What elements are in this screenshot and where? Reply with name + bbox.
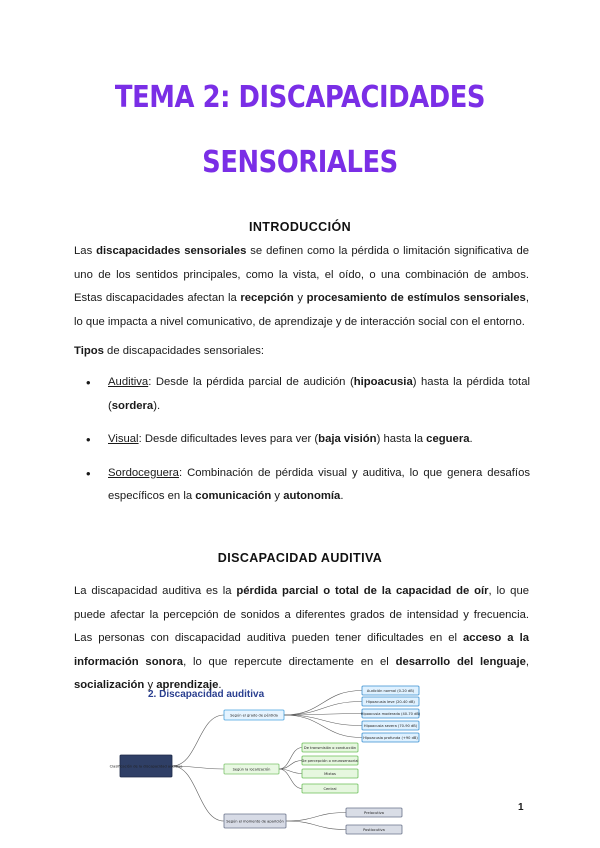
diagram-connector [284, 715, 362, 738]
diagram-connector [284, 715, 362, 726]
section-heading-introduccion: INTRODUCCIÓN [248, 220, 352, 234]
diagram-leaf-node [362, 697, 419, 706]
svg-text:Hipoacusia profunda (+90 dB): Hipoacusia profunda (+90 dB) [363, 735, 418, 740]
diagram-leaf-node [362, 686, 419, 695]
svg-text:Según el grado de pérdida: Según el grado de pérdida [230, 713, 278, 718]
diagram-connector [284, 702, 362, 716]
diagram-connector [172, 715, 224, 766]
diagram-leaf-node [362, 733, 419, 742]
diagram-leaf-node [346, 825, 402, 834]
diagram-leaf-node [302, 756, 359, 765]
diagram-root-node [110, 755, 183, 777]
diagram-title: 2. Discapacidad auditiva [148, 689, 265, 700]
svg-text:Postlocutiva: Postlocutiva [363, 827, 385, 832]
svg-text:Prelocutiva: Prelocutiva [364, 810, 384, 815]
diagram-leaf-node [346, 808, 402, 817]
page-title-line-2: SENSORIALES [202, 145, 398, 180]
diagram-branch-node [224, 764, 279, 774]
diagram-connector [279, 748, 302, 770]
types-list [80, 371, 530, 519]
diagram-connector [279, 761, 302, 770]
diagram-leaf-node [302, 743, 358, 752]
diagram-branch-node [224, 710, 284, 720]
classification-diagram [109, 683, 428, 843]
diagram-connector [279, 769, 302, 789]
diagram-leaf-node [361, 709, 421, 718]
diagram-branch-node [224, 814, 286, 828]
auditiva-paragraph: La discapacidad auditiva es la pérdida parcial o total de la capacidad de oír, lo que puede afectar la percepción de sonidos a diferentes grados de intensidad y frecuencia. Las personas con discapacidad auditiva pueden tener dificultades en el acceso a la información sonora, lo que repercute directamente en el desarrollo del lenguaje, socialización y aprendizaje. [74, 585, 530, 691]
diagram-connector [286, 813, 346, 822]
svg-text:Central: Central [323, 786, 337, 791]
page-title-line-1: TEMA 2: DISCAPACIDADES [114, 80, 486, 115]
svg-text:Hipoacusia severa (70-90 dB): Hipoacusia severa (70-90 dB) [363, 723, 418, 728]
svg-text:Mixtas: Mixtas [324, 771, 336, 776]
svg-text:Hipoacusia moderada (40-70 dB): Hipoacusia moderada (40-70 dB) [360, 711, 421, 716]
diagram-connector [286, 821, 346, 830]
svg-text:De transmisión o conducción: De transmisión o conducción [303, 745, 357, 750]
svg-text:Clasificación de la discapacid: Clasificación de la discapacidad auditiva [109, 764, 183, 769]
diagram-connector [172, 766, 224, 821]
diagram-connector [284, 691, 362, 716]
diagram-leaf-node [302, 769, 358, 778]
diagram-leaf-node [302, 784, 358, 793]
list-item-auditiva: • Auditiva: Desde la pérdida parcial de audición (hipoacusia) hasta la pérdida total (sordera). [80, 371, 530, 418]
list-item-sordoceguera: • Sordoceguera: Combinación de pérdida visual y auditiva, lo que genera desafíos específicos en la comunicación y autonomía. [80, 462, 530, 509]
diagram-leaf-node [362, 721, 419, 730]
section-heading-auditiva: DISCAPACIDAD AUDITIVA [217, 551, 383, 565]
page-number: 1 [518, 802, 524, 813]
list-item-visual: • Visual: Desde dificultades leves para ver (baja visión) hasta la ceguera. [80, 428, 530, 452]
svg-text:Según la localización: Según la localización [232, 767, 271, 772]
svg-text:Según el momento de aparición: Según el momento de aparición [226, 819, 284, 824]
svg-text:Audición normal (0-20 dB): Audición normal (0-20 dB) [366, 688, 415, 693]
svg-text:Hipoacusia leve (20-40 dB): Hipoacusia leve (20-40 dB) [366, 699, 415, 704]
svg-text:De percepción o neurosensorial: De percepción o neurosensorial [301, 758, 359, 763]
types-intro: Tipos de discapacidades sensoriales: [74, 345, 265, 357]
intro-paragraph: Las discapacidades sensoriales se definen como la pérdida o limitación significativa de uno de los sentidos principales, como la vista, el oído, o una combinación de ambos. Estas discapacidades afectan la recepción y procesamiento de estímulos sensoriales, lo que impacta a nivel comunicativo, de aprendizaje y de interacción social con el entorno. [74, 245, 530, 328]
